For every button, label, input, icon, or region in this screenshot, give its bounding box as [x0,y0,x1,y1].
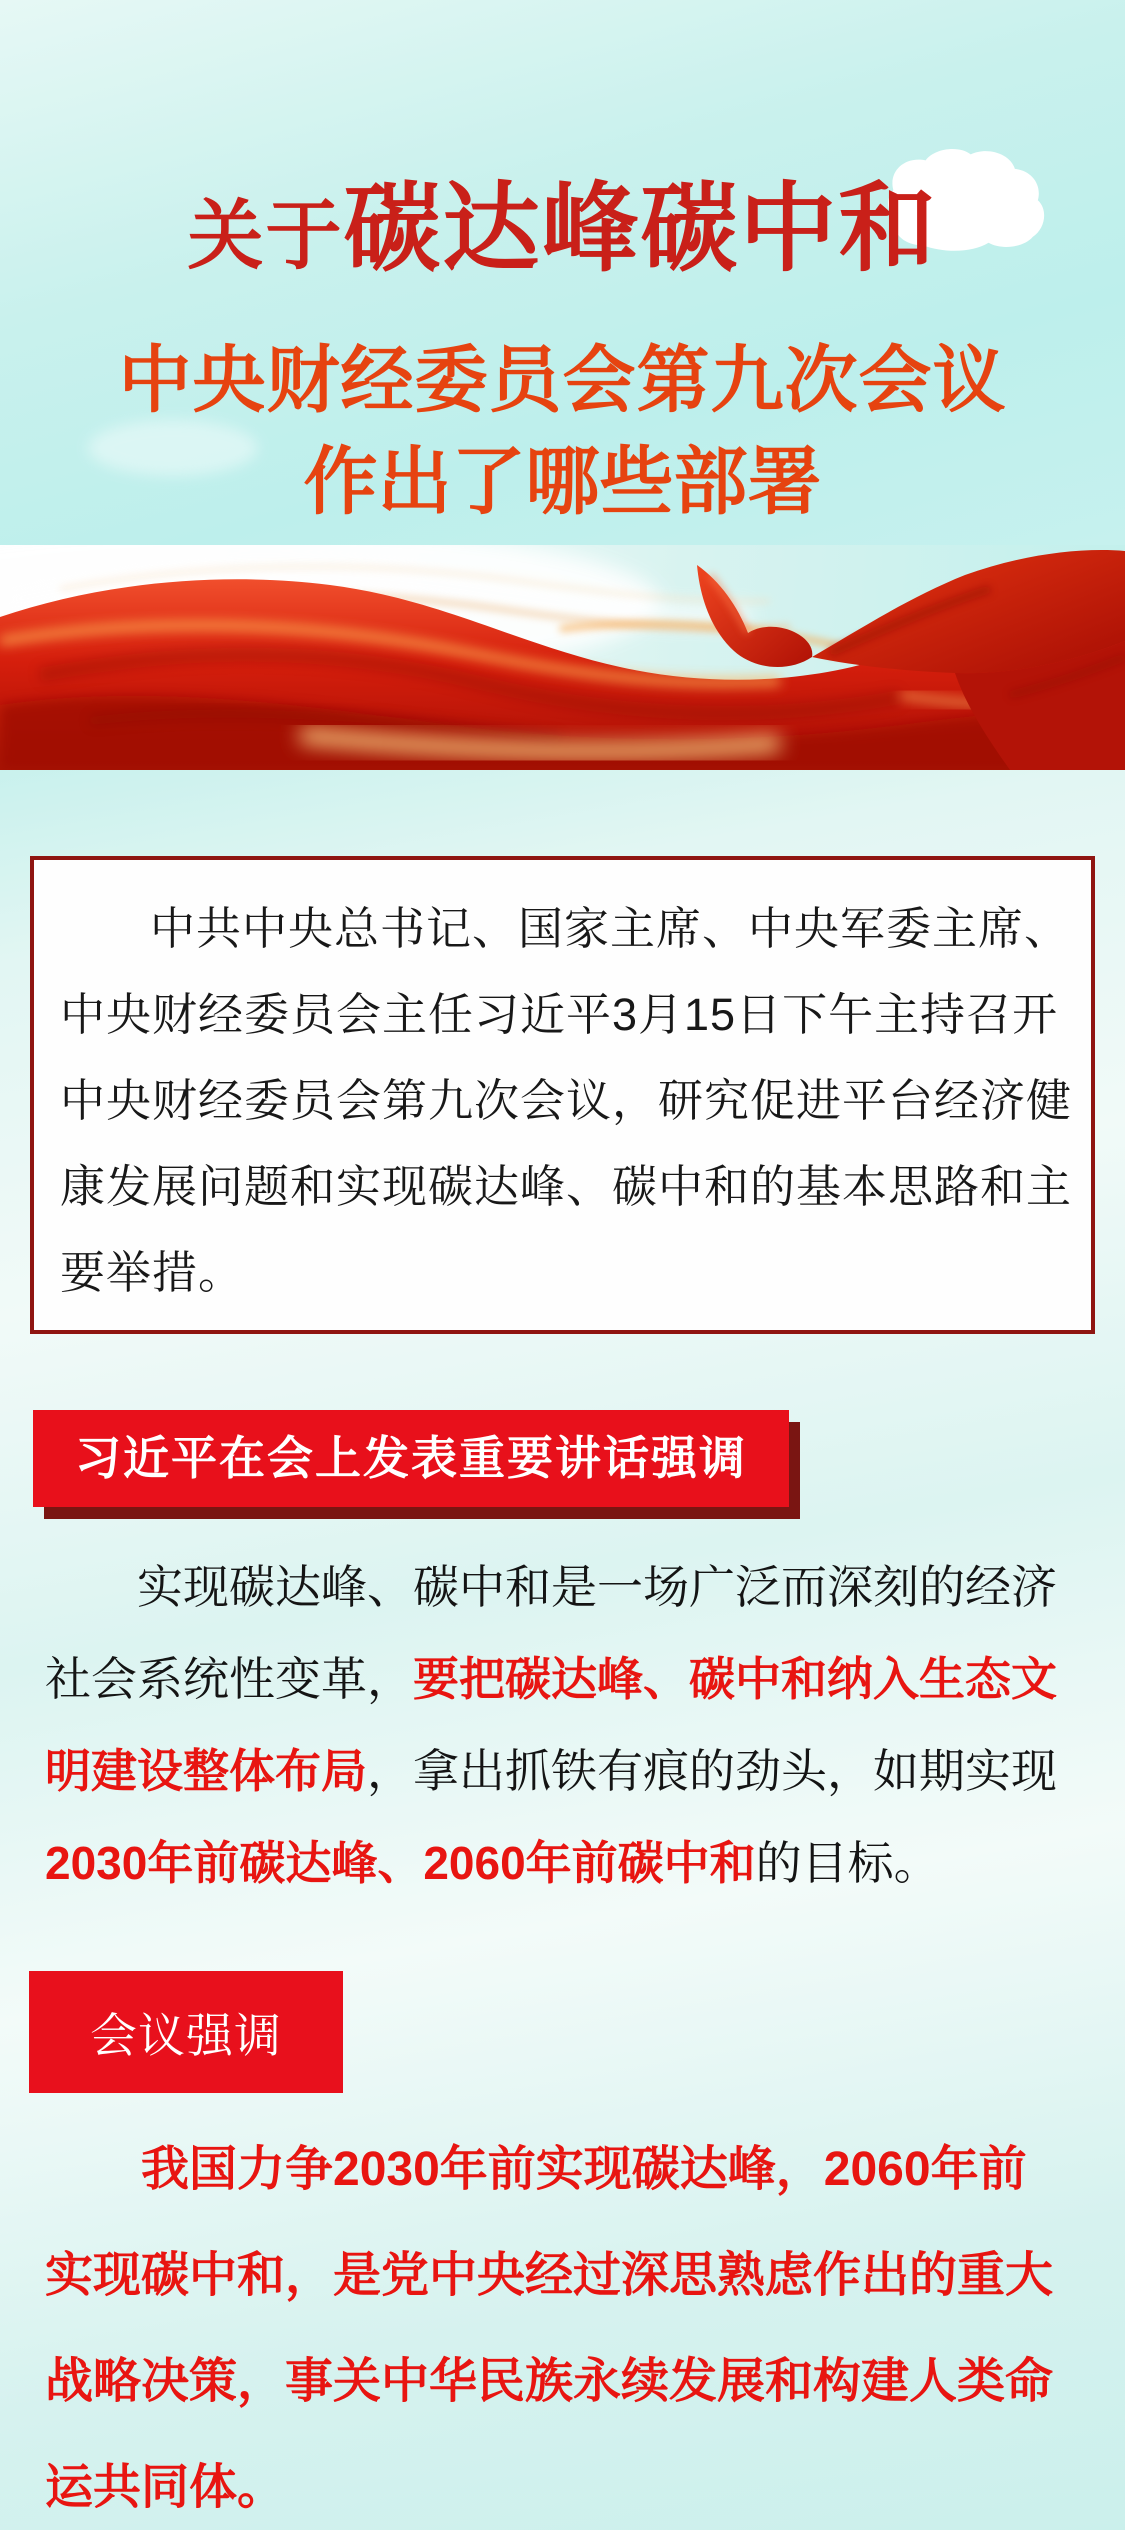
text-line [45,1633,1080,1725]
emphasis-red-text: 运共同体。 [45,2461,286,2514]
body-text: 康发展问题和实现碳达峰、碳中和的基本思路和主 [60,1161,1073,1212]
text-line [45,2117,1080,2223]
speech-banner [33,1410,789,1507]
speech-banner-label: 习近平在会上发表重要讲话强调 [75,1432,747,1484]
page-subtitle-1: 中央财经委员会第九次会议 [118,340,1007,421]
body-text: ，拿出抓铁有痕的劲头，如期实现 [367,1745,1057,1797]
body-text: 实现碳达峰、碳中和是一场广泛而深刻的经济 [137,1561,1057,1613]
content-section [0,770,1125,2530]
ribbon-band [0,545,1125,770]
text-line [45,1541,1080,1633]
text-line [45,1817,1080,1909]
text-line [60,886,1071,972]
speech-paragraph [0,1541,1125,1909]
page-title-main: 碳达峰碳中和 [343,174,938,283]
text-line [45,2435,1080,2530]
page-title [0,158,1125,308]
emphasis-red-text: 实现碳中和，是党中央经过深思熟虑作出的重大 [45,2249,1054,2302]
emphasis-red-text: 要把碳达峰、碳中和纳入生态文 [413,1653,1057,1705]
body-text: 社会系统性变革， [45,1653,413,1705]
body-text: 的目标。 [755,1837,940,1889]
emphasis-red-text: 战略决策，事关中华民族永续发展和构建人类命 [45,2355,1054,2408]
page-subtitle-2: 作出了哪些部署 [303,440,822,523]
meeting-banner-label: 会议强调 [90,2008,282,2062]
text-line [60,972,1065,1058]
body-text: 中央财经委员会第九次会议，研究促进平台经济健 [60,1075,1073,1126]
hero-section [0,0,1125,545]
body-text: 中共中央总书记、国家主席、中央军委主席、 [150,903,1071,954]
emphasis-red-text: 明建设整体布局 [45,1745,367,1797]
text-line [45,2223,1080,2329]
text-line [45,1725,1080,1817]
emphasis-red-text: 我国力争2030年前实现碳达峰，2060年前 [141,2143,1027,2196]
text-line [45,2329,1080,2435]
red-ribbon-art [0,545,1125,770]
text-line [60,1230,1065,1316]
page-title-prefix: 关于 [187,194,344,279]
intro-paragraph [60,886,1073,1316]
emphasis-red-text: 2030年前碳达峰、2060年前碳中和 [45,1837,756,1889]
hero-title-block [0,158,1125,522]
intro-box [30,856,1095,1334]
meeting-paragraph [0,2117,1125,2530]
body-text: 中央财经委员会主任习近平3月15日下午主持召开 [60,989,1059,1040]
text-line [60,1058,1073,1144]
body-text: 要举措。 [60,1247,245,1298]
meeting-banner [29,1971,343,2093]
text-line [60,1144,1073,1230]
